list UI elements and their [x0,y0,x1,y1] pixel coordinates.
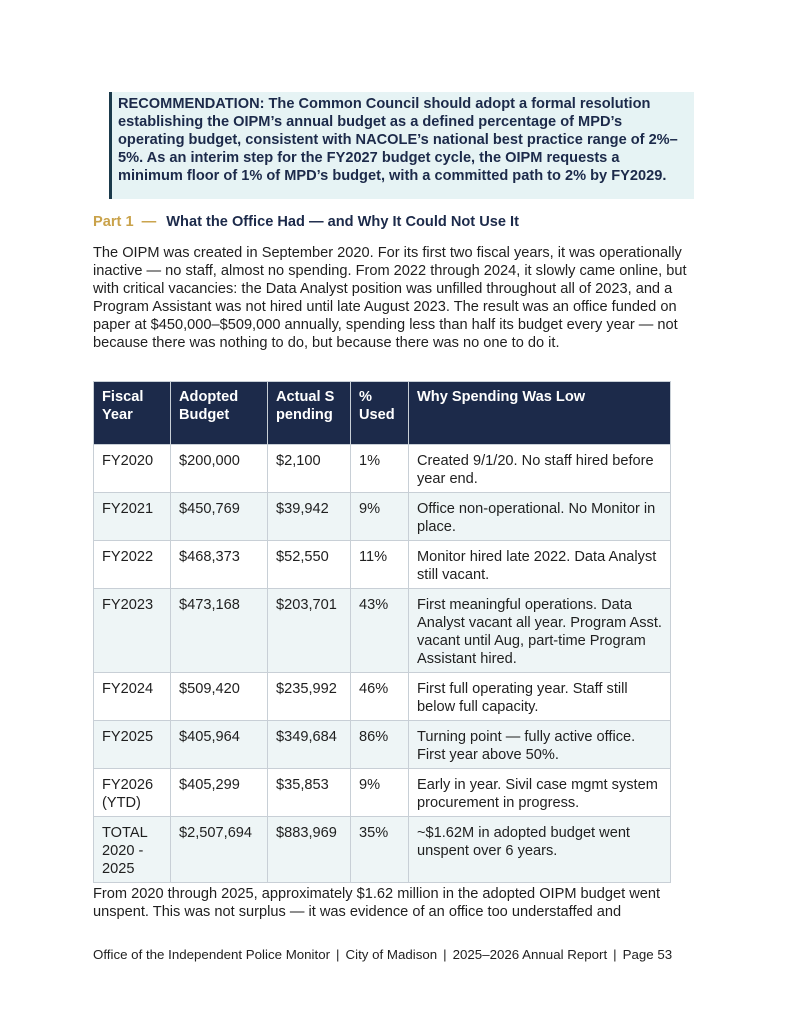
cell-percent-used: 86% [351,721,409,769]
cell-reason: First full operating year. Staff still below full capacity. [409,673,671,721]
cell-actual-spending: $52,550 [268,541,351,589]
cell-percent-used: 9% [351,769,409,817]
cell-actual-spending: $235,992 [268,673,351,721]
cell-fiscal-year: FY2023 [94,589,171,673]
header-why-low: Why Spending Was Low [409,382,671,445]
table-row [94,493,671,541]
cell-actual-spending: $35,853 [268,769,351,817]
footer-separator: | [443,947,447,962]
cell-reason: ~$1.62M in adopted budget went unspent over 6 years. [409,817,671,883]
recommendation-callout [109,92,694,199]
cell-reason: First meaningful operations. Data Analyst vacant all year. Program Asst. vacant until Aug, part-time Program Assistant hired. [409,589,671,673]
cell-fiscal-year: FY2025 [94,721,171,769]
footer-city: City of Madison [345,947,438,962]
section-heading [93,213,519,231]
table-row [94,769,671,817]
table-row [94,445,671,493]
cell-actual-spending: $349,684 [268,721,351,769]
cell-actual-spending: $39,942 [268,493,351,541]
cell-percent-used: 9% [351,493,409,541]
cell-adopted-budget: $200,000 [171,445,268,493]
cell-fiscal-year: FY2022 [94,541,171,589]
cell-reason: Turning point — fully active office. First year above 50%. [409,721,671,769]
cell-fiscal-year: FY2021 [94,493,171,541]
footer-page-number: Page 53 [622,947,673,962]
cell-percent-used: 43% [351,589,409,673]
cell-adopted-budget: $450,769 [171,493,268,541]
cell-adopted-budget: $509,420 [171,673,268,721]
header-actual-spending: Actual Spending [268,382,351,445]
cell-fiscal-year: FY2024 [94,673,171,721]
table-row [94,673,671,721]
footer-separator: | [336,947,340,962]
footer-org: Office of the Independent Police Monitor [93,947,331,962]
cell-adopted-budget: $473,168 [171,589,268,673]
cell-fiscal-year: TOTAL 2020 - 2025 [94,817,171,883]
cell-actual-spending: $203,701 [268,589,351,673]
cell-actual-spending: $883,969 [268,817,351,883]
section-dash: — [141,214,157,230]
cell-adopted-budget: $405,299 [171,769,268,817]
cell-adopted-budget: $468,373 [171,541,268,589]
cell-reason: Monitor hired late 2022. Data Analyst still vacant. [409,541,671,589]
budget-table [93,381,671,883]
cell-actual-spending: $2,100 [268,445,351,493]
closing-paragraph: From 2020 through 2025, approximately $1.62 million in the adopted OIPM budget went unspent. This was not surplus — it was evidence of an office too understaffed and [93,886,661,920]
footer-report: 2025–2026 Annual Report [452,947,608,962]
cell-fiscal-year: FY2026 (YTD) [94,769,171,817]
table-header-row [94,382,671,445]
page-footer [93,947,672,963]
header-percent-used: % Used [351,382,409,445]
table-row [94,541,671,589]
cell-percent-used: 1% [351,445,409,493]
cell-reason: Office non-operational. No Monitor in place. [409,493,671,541]
cell-fiscal-year: FY2020 [94,445,171,493]
cell-adopted-budget: $2,507,694 [171,817,268,883]
footer-separator: | [613,947,617,962]
cell-percent-used: 46% [351,673,409,721]
cell-reason: Early in year. Sivil case mgmt system procurement in progress. [409,769,671,817]
header-fiscal-year: Fiscal Year [94,382,171,445]
table-row [94,589,671,673]
intro-paragraph: The OIPM was created in September 2020. For its first two fiscal years, it was operationally inactive — no staff, almost no spending. From 2022 through 2024, it slowly came online, but with critical vacancies: the Data Analyst position was unfilled throughout all of 2023, and a Program Assistant was not hired until late August 2023. The result was an office funded on paper at $450,000–$509,000 annually, spending less than half its budget every year — not because there was nothing to do, but because there was no one to do it. [93,245,687,351]
recommendation-text: RECOMMENDATION: The Common Council should adopt a formal resolution establishing the OIPM’s annual budget as a defined percentage of MPD’s operating budget, consistent with NACOLE’s national best practice range of 2%–5%. As an interim step for the FY2027 budget cycle, the OIPM requests a minimum floor of 1% of MPD’s budget, with a committed path to 2% by FY2029. [118,96,678,185]
section-label: Part 1 [93,214,134,230]
cell-percent-used: 35% [351,817,409,883]
header-adopted-budget: Adopted Budget [171,382,268,445]
table-row-total [94,817,671,883]
cell-adopted-budget: $405,964 [171,721,268,769]
cell-reason: Created 9/1/20. No staff hired before year end. [409,445,671,493]
cell-percent-used: 11% [351,541,409,589]
section-title: What the Office Had — and Why It Could Not Use It [166,214,519,230]
table-row [94,721,671,769]
